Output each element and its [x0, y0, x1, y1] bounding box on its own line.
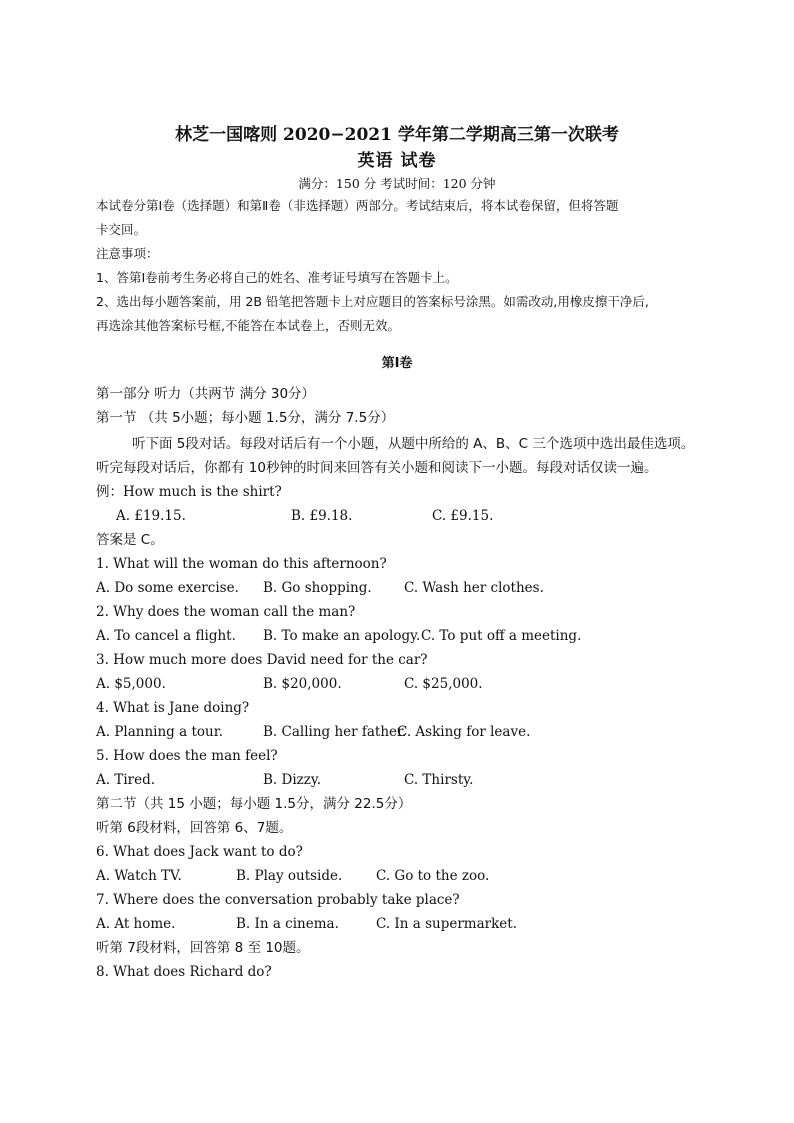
- question-4: 4. What is Jane doing?: [96, 700, 250, 716]
- question-3: 3. How much more does David need for the car?: [96, 652, 428, 668]
- intro-line-2: 卡交回。: [96, 222, 147, 237]
- question-6: 6. What does Jack want to do?: [96, 844, 303, 860]
- q3-option-a: A. $5,000.: [96, 676, 166, 692]
- example-option-c: C. £9.15.: [432, 508, 494, 524]
- example-answer: 答案是 C。: [96, 532, 164, 548]
- notice-item-2b: 再选涂其他答案标号框,不能答在本试卷上，否则无效。: [96, 318, 400, 333]
- q1-option-c: C. Wash her clothes.: [404, 580, 544, 596]
- notice-item-1: 1、答第Ⅰ卷前考生务必将自己的姓名、准考证号填写在答题卡上。: [96, 270, 458, 285]
- q6-option-a: A. Watch TV.: [96, 868, 182, 884]
- exam-title: 林芝一国喀则 2020−2021 学年第二学期高三第一次联考: [175, 125, 619, 145]
- question-5: 5. How does the man feel?: [96, 748, 278, 764]
- q5-option-b: B. Dizzy.: [263, 772, 321, 788]
- section-title: 第Ⅰ卷: [381, 356, 413, 371]
- q5-option-a: A. Tired.: [96, 772, 156, 788]
- exam-subtitle: 英语 试卷: [357, 151, 437, 171]
- notice-heading: 注意事项：: [96, 246, 159, 261]
- exam-meta: 满分：150 分 考试时间：120 分钟: [298, 176, 496, 191]
- material-6-instruction: 听第 6段材料，回答第 6、7题。: [96, 820, 293, 836]
- q7-option-b: B. In a cinema.: [236, 916, 339, 932]
- part1-heading: 第一部分 听力（共两节 满分 30分）: [96, 386, 316, 402]
- q3-option-c: C. $25,000.: [404, 676, 483, 692]
- q7-option-c: C. In a supermarket.: [376, 916, 517, 932]
- question-7: 7. Where does the conversation probably take place?: [96, 892, 460, 908]
- example-option-b: B. £9.18.: [291, 508, 353, 524]
- instruction-line-1: 听下面 5段对话。每段对话后有一个小题，从题中所给的 A、B、C 三个选项中选出最佳选项。: [132, 436, 695, 452]
- q2-option-c: C. To put off a meeting.: [421, 628, 582, 644]
- q2-option-b: B. To make an apology.: [263, 628, 421, 644]
- q1-option-b: B. Go shopping.: [263, 580, 372, 596]
- q6-option-b: B. Play outside.: [236, 868, 343, 884]
- question-1: 1. What will the woman do this afternoon?: [96, 556, 387, 572]
- q6-option-c: C. Go to the zoo.: [376, 868, 490, 884]
- q2-option-a: A. To cancel a flight.: [96, 628, 236, 644]
- example-option-a: A. £19.15.: [116, 508, 186, 524]
- q7-option-a: A. At home.: [96, 916, 176, 932]
- q3-option-b: B. $20,000.: [263, 676, 342, 692]
- intro-line-1: 本试卷分第Ⅰ卷（选择题）和第Ⅱ卷（非选择题）两部分。考试结束后，将本试卷保留，但将答题: [96, 198, 619, 213]
- instruction-line-2: 听完每段对话后，你都有 10秒钟的时间来回答有关小题和阅读下一小题。每段对话仅读一遍。: [96, 460, 658, 476]
- example-question: 例：How much is the shirt?: [96, 484, 282, 500]
- q4-option-b: B. Calling her father.: [263, 724, 407, 740]
- sec2-heading: 第二节（共 15 小题；每小题 1.5分，满分 22.5分）: [96, 796, 412, 812]
- question-8: 8. What does Richard do?: [96, 964, 272, 980]
- q4-option-c: C. Asking for leave.: [397, 724, 531, 740]
- question-2: 2. Why does the woman call the man?: [96, 604, 356, 620]
- q5-option-c: C. Thirsty.: [404, 772, 474, 788]
- q4-option-a: A. Planning a tour.: [96, 724, 223, 740]
- notice-item-2a: 2、选出每小题答案前，用 2B 铅笔把答题卡上对应题目的答案标号涂黑。如需改动,用橡皮擦干净后,: [96, 294, 649, 309]
- part1-sec1-heading: 第一节 （共 5小题；每小题 1.5分，满分 7.5分）: [96, 410, 395, 426]
- q1-option-a: A. Do some exercise.: [96, 580, 239, 596]
- material-7-instruction: 听第 7段材料，回答第 8 至 10题。: [96, 940, 310, 956]
